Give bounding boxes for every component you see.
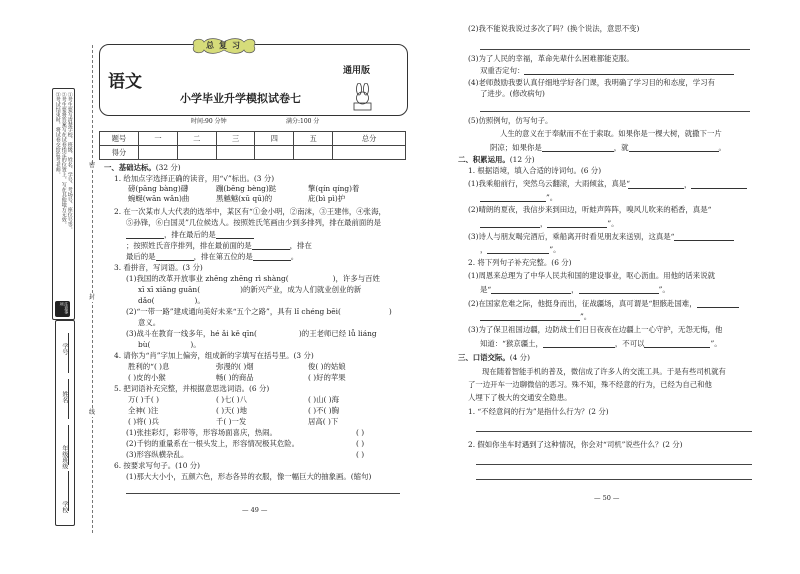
q8-text: 知道：“猴京疆土， xyxy=(480,338,543,348)
question-4: 4. 请你为“肖”字加上偏旁，组成新的字填写在括号里。(3 分) xyxy=(114,351,314,360)
section-2-points: (12 分) xyxy=(509,155,535,164)
q4-item[interactable]: ( )好的苹果 xyxy=(308,373,346,382)
question-8: 2. 将下列句子补充完整。(6 分) xyxy=(468,258,572,267)
answer-blank[interactable] xyxy=(480,219,540,228)
question-7: 1. 根据语境，填入合适的诗词句。(6 分) xyxy=(468,166,602,175)
notice-label-badge xyxy=(55,301,70,317)
q3-text: (3)战斗在教育一线多年，hé ǎi kě qīn( xyxy=(126,329,257,338)
q5-meaning-1: (1)张挂彩灯，彩带等，形容场面喜庆，热闹。 xyxy=(126,428,277,437)
name-field-line xyxy=(68,379,69,419)
q8-text: ”。 xyxy=(658,284,670,294)
q1-option[interactable]: 磅(pāng bàng)礴 xyxy=(128,184,189,193)
answer-blank[interactable] xyxy=(216,230,254,239)
score-header-cell: 题号 xyxy=(100,132,139,146)
q2-text: 最后的是 xyxy=(126,251,156,261)
score-header-cell: 五 xyxy=(294,132,333,146)
question-2-line-3 xyxy=(126,230,254,239)
score-cell[interactable] xyxy=(294,146,333,160)
q7-text: ， xyxy=(480,244,488,254)
question-2-line-4 xyxy=(126,241,312,250)
q3-item-1-c xyxy=(138,297,205,305)
answer-blank[interactable] xyxy=(628,180,684,189)
q5-idiom[interactable]: ( )天( )地 xyxy=(216,406,248,415)
answer-blank[interactable] xyxy=(674,232,734,241)
score-row-label: 得分 xyxy=(100,146,139,160)
score-cell[interactable] xyxy=(216,146,255,160)
question-2-line-2: ⑤孙锋，⑥白国灵”几位候选人。按照姓氏笔画由少到多排列，排在最前面的是 xyxy=(126,218,382,227)
passage-line-3: 人埋下了极大的交通安全隐患。 xyxy=(468,393,572,402)
q4-item[interactable]: 俊( )的姑娘 xyxy=(308,362,346,371)
passage-line-1: 现在随着智能手机的普及，微信成了许多人的交流工具。于是有些司机就有 xyxy=(482,367,726,376)
q5-meaning-1-answer[interactable]: ( ) xyxy=(356,428,365,437)
q5-meaning-3-answer[interactable]: ( ) xyxy=(356,450,365,459)
q3-text: ) xyxy=(388,307,392,316)
notice-box xyxy=(52,88,75,320)
left-binding-strip xyxy=(52,45,112,535)
q2-text: ，排在第五位的是 xyxy=(193,251,253,261)
q3-text: )，许多与百姓 xyxy=(332,274,380,283)
answer-blank[interactable] xyxy=(697,299,739,308)
q8-text: (2)在国家危难之际，他挺身而出，征战疆场，真可谓是“胆骸赴国难， xyxy=(468,298,697,308)
notice-note-2: ②考生要将答案写在试卷指定的位置上，写在其他地方无效。 xyxy=(60,92,67,227)
answer-line[interactable] xyxy=(476,431,752,432)
q8-item-3-b xyxy=(480,339,722,348)
answer-blank[interactable] xyxy=(524,66,734,75)
id-field-line xyxy=(68,333,69,373)
q5-idiom[interactable]: ( )山( )海 xyxy=(308,395,340,404)
q3-text: )。 xyxy=(194,296,205,305)
q6-item-3: (3)为了人民的幸福，革命先辈什么困难都能克服。 xyxy=(468,54,634,63)
q3-item-3 xyxy=(126,330,377,338)
section-3-points: (4 分) xyxy=(509,353,530,362)
page-number-right: — 50 — xyxy=(594,494,620,502)
banner-text: 总复习 xyxy=(206,40,245,50)
question-2-line-1: 2. 在一次某市人大代表的选举中，某区有“①金小明，②南沫，③王建伟，④张海， xyxy=(114,207,386,216)
score-cell[interactable] xyxy=(177,146,216,160)
score-cell[interactable] xyxy=(333,146,406,160)
q4-item[interactable]: ( )皮的小猴 xyxy=(128,373,166,382)
q6-item-4: (4)老师鼓励我要认真仔细地学好各门课，我明确了学习目的和态度，学习有 xyxy=(468,78,715,87)
q3-text: )的王老师已经 lǚ liáng xyxy=(298,329,377,338)
exam-title: 小学毕业升学模拟试卷七 xyxy=(180,92,301,105)
q3-text: xī xī xiāng guān( xyxy=(138,285,201,294)
q4-item[interactable]: 畅( )的商品 xyxy=(216,373,254,382)
q7-item-3-a xyxy=(468,232,734,241)
question-9-2: 2. 假如你坐车时遇到了这种情况，你会对“司机”说些什么？(2 分) xyxy=(468,440,683,449)
section-2-title: 二、积累运用。 xyxy=(458,155,510,164)
q7-item-2-a: (2)晴朗的夏夜，我信步来到田边，听蛙声阵阵，嗅风儿吹来的稻香，真是“ xyxy=(468,205,712,214)
question-6: 6. 按要求写句子。(10 分) xyxy=(114,461,201,470)
q7-text: ”。 xyxy=(607,218,619,228)
q8-item-2-b xyxy=(480,312,591,321)
q3-text: )的新兴产业，成为人们就业创业的新 xyxy=(240,285,362,294)
question-2-line-5: 最后的是 ，排在第五位的是 。 xyxy=(126,251,299,261)
section-2-heading xyxy=(458,156,535,164)
q8-text: ，不可以 xyxy=(614,338,645,348)
q6-item-5: (5)仿照例句，仿写句子。 xyxy=(468,116,553,125)
q8-item-1-b xyxy=(480,285,670,294)
q6-text: ，就 xyxy=(613,142,629,152)
q8-item-3: (3)为了保卫祖国边疆，边防战士们日日夜夜在边疆上一心守护，无怨无悔，他 xyxy=(468,325,723,334)
q8-text: 是“ xyxy=(480,284,492,294)
class-label: 年级班级 xyxy=(60,445,68,469)
exam-full-score: 满分:100 分 xyxy=(286,118,320,125)
q3-item-1-a xyxy=(126,275,380,283)
school-field-line xyxy=(68,471,69,511)
section-1-heading xyxy=(104,164,181,172)
q7-text: ， xyxy=(540,218,548,228)
q5-meaning-2-answer[interactable]: ( ) xyxy=(356,439,365,448)
answer-line[interactable] xyxy=(476,464,752,465)
rabbit-illustration xyxy=(350,83,376,111)
q7-text: ”。 xyxy=(549,244,561,254)
q5-idiom[interactable]: 万( )千( ) xyxy=(128,395,160,404)
answer-blank[interactable] xyxy=(542,143,614,152)
class-field-line xyxy=(68,425,69,465)
answer-line[interactable] xyxy=(480,111,750,112)
notice-label: 注意事项 xyxy=(59,302,70,314)
banner-badge xyxy=(188,37,260,55)
q5-idiom[interactable]: ( )将( )兵 xyxy=(128,417,160,426)
q8-item-1: (1)周恩来总理为了中华人民共和国的建设事业，呕心沥血。用他的话来说就 xyxy=(468,271,715,280)
score-header-cell: 一 xyxy=(139,132,178,146)
answer-blank[interactable] xyxy=(547,219,607,228)
q3-text: (1)我国的改革开放事业 zhēng zhēng rì shàng( xyxy=(126,274,289,283)
q1-option[interactable]: 黑魆魆(xū qū)的 xyxy=(216,194,273,203)
q7-item-1-b xyxy=(628,180,747,189)
section-1-title: 一、基础达标。 xyxy=(104,163,156,172)
q1-option[interactable]: 蹦(bēng bèng)跶 xyxy=(216,184,277,193)
seal-char-2: 封 xyxy=(89,294,96,301)
answer-blank[interactable] xyxy=(480,193,546,202)
page-number-left: — 49 — xyxy=(242,506,268,514)
q8-item-2 xyxy=(468,299,739,308)
q7-text: (3)诗人与朋友喝完酒后，乘船离开时看见朋友来送别，这真是“ xyxy=(468,231,675,241)
q7-item-1-a: (1)我乘船前行，突然乌云翻滚，大雨倾盆，真是“ xyxy=(468,179,631,188)
section-3-title: 三、口语交际。 xyxy=(458,353,510,362)
answer-blank[interactable] xyxy=(579,285,659,294)
answer-blank[interactable] xyxy=(543,339,615,348)
question-9-1: 1. “不经意间的行为”是指什么行为？(2 分) xyxy=(468,407,609,416)
q3-text: bù( xyxy=(138,340,151,349)
q7-item-3-b xyxy=(480,245,561,254)
q5-idiom[interactable]: 千( )一发 xyxy=(216,417,247,426)
q2-text: ；按照姓氏音序排列，排在最前面的是 xyxy=(126,240,252,250)
notice-note-1: ①考生要写清楚学校、班级、姓名、学号、考场号、座位号等。 xyxy=(66,92,73,232)
answer-line[interactable] xyxy=(126,493,400,494)
answer-blank[interactable] xyxy=(644,339,710,348)
answer-blank[interactable] xyxy=(253,252,291,261)
answer-line[interactable] xyxy=(476,479,752,480)
seal-char-1: 密 xyxy=(89,162,96,169)
q1-option[interactable]: 蜿蜒(wān wǎn)曲 xyxy=(128,194,190,203)
q6-item-3-b xyxy=(480,66,734,75)
q5-idiom[interactable]: 居高( )下 xyxy=(308,417,339,426)
q6-item-5-fill xyxy=(490,143,726,152)
q1-option[interactable]: 擎(qín qíng)着 xyxy=(308,184,360,193)
q6-text: 。 xyxy=(718,142,726,152)
student-info-box xyxy=(55,320,75,526)
q7-item-1-c xyxy=(480,193,557,202)
seal-dotted-line xyxy=(92,45,93,533)
score-header-cell: 二 xyxy=(177,132,216,146)
seal-char-3: 线 xyxy=(89,409,96,416)
score-header-cell: 总分 xyxy=(333,132,406,146)
q4-item[interactable]: 胜利的“( )息 xyxy=(128,362,170,371)
q3-text: dǎo( xyxy=(138,296,155,305)
q3-item-2 xyxy=(126,308,392,316)
answer-blank[interactable] xyxy=(156,252,194,261)
q6-text: 阴凉；如果你是 xyxy=(490,142,542,152)
q7-item-2-b xyxy=(480,219,619,228)
subject-title: 语文 xyxy=(108,72,142,92)
q6-item-4-b: 了进步。(修改病句) xyxy=(480,89,545,98)
score-header-cell: 三 xyxy=(216,132,255,146)
answer-blank[interactable] xyxy=(491,285,571,294)
q3-text: )。 xyxy=(190,340,201,349)
school-label: 学校 xyxy=(60,501,68,513)
section-3-heading xyxy=(458,354,530,362)
right-body xyxy=(458,22,758,497)
q3-item-3-b xyxy=(138,341,201,349)
q8-text: ”。 xyxy=(580,311,592,321)
name-label: 姓名 xyxy=(60,391,68,403)
q1-option[interactable]: 庇(bì pì)护 xyxy=(308,194,346,203)
q7-text: ”。 xyxy=(546,192,558,202)
q6-text: 双重否定句： xyxy=(480,65,525,75)
q2-text: ，排在最后的是 xyxy=(164,229,216,239)
q5-meaning-2: (2)千钧的重量系在一根头发上，形容情况极其危险。 xyxy=(126,439,300,448)
q5-idiom[interactable]: 全神( )注 xyxy=(128,406,159,415)
edition-label: 通用版 xyxy=(343,66,371,76)
id-label: 学号 xyxy=(60,343,68,355)
score-header-cell: 四 xyxy=(255,132,294,146)
q8-text: ”。 xyxy=(710,338,722,348)
q6-item-1: (1)那大大小小，五颜六色，形态各异的衣服，像一幅巨大的抽象画。(缩句) xyxy=(126,472,372,481)
answer-blank[interactable] xyxy=(126,230,164,239)
question-1: 1. 给加点字选择正确的读音，用“√”标出。(3 分) xyxy=(114,174,275,183)
passage-line-2: 了一边开车一边聊微信的恶习。殊不知，殊不经意的行为，已经为自己和他 xyxy=(468,380,712,389)
q2-text: ，排在 xyxy=(289,240,312,250)
q3-item-1-b xyxy=(138,286,361,294)
q6-item-2: (2)我不能说我说过多次了吗？(换个说法，意思不变) xyxy=(468,24,640,33)
notice-note-3: ③考试结束时，将试卷交给监考老师。 xyxy=(54,92,61,177)
q7-text: ， xyxy=(684,179,692,189)
q4-item[interactable]: 弥漫的( )烟 xyxy=(216,362,254,371)
score-cell[interactable] xyxy=(139,146,178,160)
q5-idiom[interactable]: ( )七( )八 xyxy=(216,395,248,404)
answer-line[interactable] xyxy=(480,49,750,50)
question-3: 3. 看拼音，写词语。(3 分) xyxy=(114,263,203,272)
q6-item-5-example: 人生的意义在于奉献而不在于索取。如果你是一棵大树，就撒下一片 xyxy=(500,129,722,138)
answer-blank[interactable] xyxy=(629,143,719,152)
score-cell[interactable] xyxy=(255,146,294,160)
answer-blank[interactable] xyxy=(691,180,747,189)
answer-blank[interactable] xyxy=(252,241,290,250)
question-5: 5. 把词语补充完整，并根据意思选词语。(6 分) xyxy=(114,384,270,393)
answer-blank[interactable] xyxy=(487,245,549,254)
exam-time: 时间:90 分钟 xyxy=(191,118,227,125)
q8-text: ， xyxy=(571,284,579,294)
q3-text: (2)“一带一路”建成通向美好未来“五个之路”，具有 lǐ chéng bēi( xyxy=(126,307,341,316)
score-table xyxy=(99,131,406,160)
q5-meaning-3: (3)形容纵横杂乱。 xyxy=(126,450,189,459)
answer-blank[interactable] xyxy=(480,312,580,321)
section-1-points: (32 分) xyxy=(155,163,181,172)
left-body xyxy=(104,164,404,494)
q3-item-2-b: 意义。 xyxy=(138,318,161,327)
q5-idiom[interactable]: ( )不( )胸 xyxy=(308,406,340,415)
